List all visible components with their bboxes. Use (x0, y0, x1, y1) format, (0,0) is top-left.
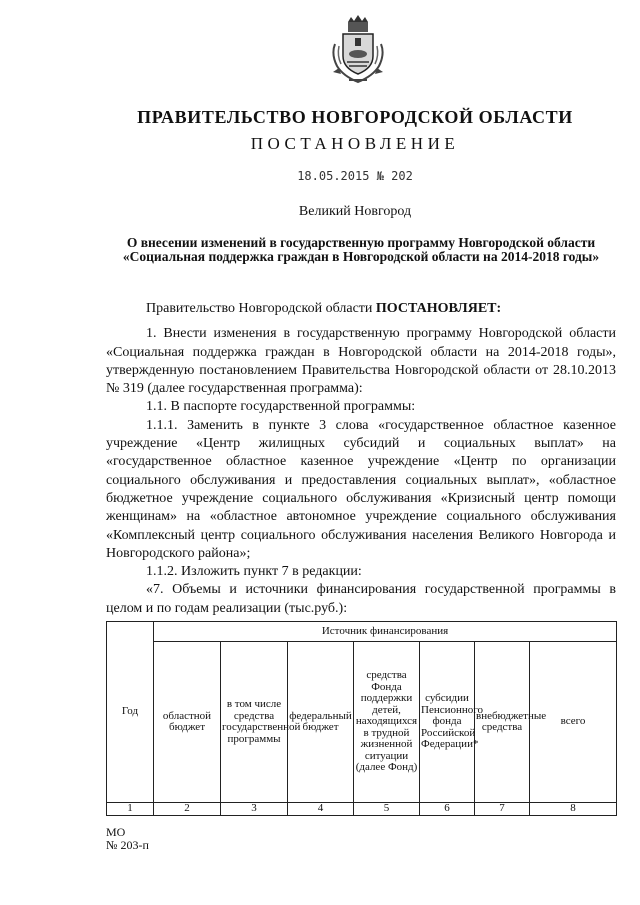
column-number: 3 (221, 803, 288, 816)
paragraph-1-1: 1.1. В паспорте государственной программы: (146, 399, 416, 415)
coat-of-arms-icon (329, 14, 387, 86)
column-header: субсидии Пенсионного фонда Российской Федерации* (420, 642, 475, 803)
column-header: в том числе средства государственной программы (221, 642, 288, 803)
document-body (106, 300, 616, 618)
paragraph-7: «7. Объемы и источники финансирования государственной программы в целом и по годам реализации (тыс.руб.): (106, 582, 616, 616)
paragraph-1: 1. Внести изменения в государственную программу Новгородской области «Социальная поддержка граждан в Новгородской области на 2014-2018 годы», утвержденную постановлением Правительства Новгородской области от 28.10.2013 № 319 (далее государственная программа): (106, 326, 616, 397)
column-number: 4 (288, 803, 354, 816)
paragraph-1-1-2: 1.1.2. Изложить пункт 7 в редакции: (146, 564, 362, 580)
column-number: 5 (354, 803, 420, 816)
column-header: внебюджетные средства (475, 642, 530, 803)
footer (106, 826, 149, 852)
financing-table (106, 621, 617, 816)
footer-doc-ref: № 203-п (106, 838, 149, 852)
preamble: Правительство Новгородской области ПОСТАНОВЛЯЕТ: (146, 301, 502, 316)
column-header: областной бюджет (154, 642, 221, 803)
year-header: Год (107, 622, 154, 803)
column-number: 2 (154, 803, 221, 816)
government-name: ПРАВИТЕЛЬСТВО НОВГОРОДСКОЙ ОБЛАСТИ (137, 107, 573, 127)
paragraph-1-1-1: 1.1.1. Заменить в пункте 3 слова «государственное областное казенное учреждение «Центр жилищных субсидий и социальных выплат» на «государственное областное казенное учреждение «Центр по организации социального обслуживания и предоставления социальных выплат», «областное бюджетное учреждение социального обслуживания «Кризисный центр помощи женщинам» на «областное автономное учреждение социального обслуживания «Комплексный центр социального обслуживания населения Великого Новгорода и Новгородского района»; (106, 417, 616, 561)
column-header: всего (530, 642, 617, 803)
column-number: 7 (475, 803, 530, 816)
document-type: ПОСТАНОВЛЕНИЕ (250, 134, 460, 153)
column-header: федеральный бюджет (288, 642, 354, 803)
column-number: 8 (530, 803, 617, 816)
source-header: Источник финансирования (154, 622, 617, 642)
city: Великий Новгород (298, 204, 412, 219)
column-header: средства Фонда поддержки детей, находящихся в трудной жизненной ситуации (далее Фонд) (354, 642, 420, 803)
document-title: О внесении изменений в государственную программу Новгородской области «Социальная поддержка граждан в Новгородской области на 2014-2018 годы» (122, 235, 600, 264)
footer-initials: МО (106, 825, 126, 839)
date-number: 18.05.2015 № 202 (297, 169, 413, 183)
table-row (107, 803, 617, 816)
column-number: 1 (107, 803, 154, 816)
column-number: 6 (420, 803, 475, 816)
